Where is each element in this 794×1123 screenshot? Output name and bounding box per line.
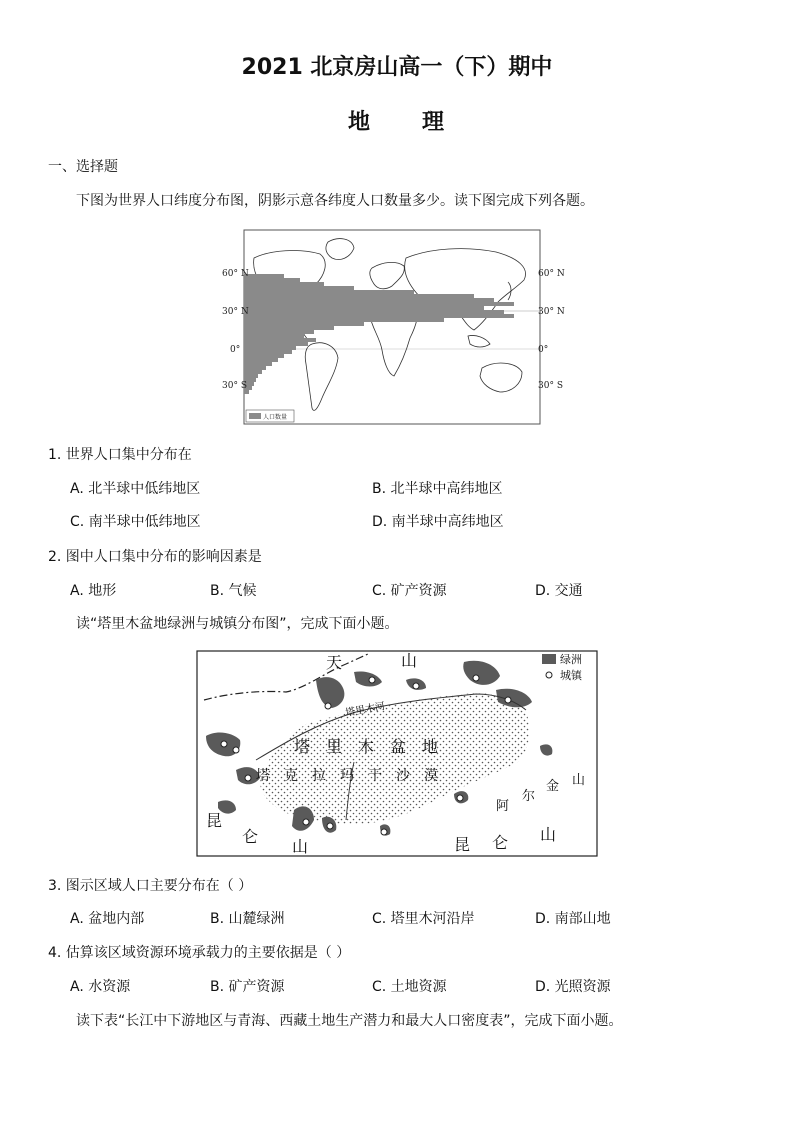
lat-label-right-2: 30° N [538, 307, 565, 317]
label-kunlun-left-2: 仑 [242, 827, 259, 846]
label-tian: 天 [326, 653, 343, 672]
q3-option-b: B. 山麓绿洲 [210, 911, 285, 927]
question-3-stem: 3. 图示区域人口主要分布在（ ） [48, 878, 253, 894]
q4-option-c: C. 土地资源 [372, 979, 447, 995]
lat-label-right-1: 60° N [538, 269, 565, 279]
q3-option-a: A. 盆地内部 [70, 911, 145, 927]
lat-label-left-1: 60° N [222, 269, 249, 279]
q2-option-c: C. 矿产资源 [372, 583, 447, 599]
q2-option-a: A. 地形 [70, 583, 117, 599]
q3-option-c: C. 塔里木河沿岸 [372, 911, 475, 927]
label-basin: 塔 里 木 盆 地 [294, 737, 439, 756]
tarim-basin-map [196, 650, 598, 858]
subject-char-1: 地 [347, 110, 372, 135]
label-river: 塔里木河 [344, 701, 386, 719]
legend-oasis: 绿洲 [560, 653, 582, 666]
subject-title [0, 105, 794, 136]
label-kunlun-left-1: 昆 [206, 811, 223, 830]
label-altun-2: 尔 [522, 789, 536, 804]
lat-label-left-3: 0° [230, 345, 241, 355]
world-population-map [220, 228, 565, 428]
label-altun-4: 山 [572, 773, 586, 788]
q1-option-b: B. 北半球中高纬地区 [372, 481, 503, 497]
lat-label-right-3: 0° [538, 345, 549, 355]
section-heading: 一、选择题 [48, 159, 118, 175]
q1-option-a: A. 北半球中低纬地区 [70, 481, 201, 497]
q4-option-a: A. 水资源 [70, 979, 131, 995]
intro-paragraph-3: 读下表“长江中下游地区与青海、西藏土地生产潜力和最大人口密度表”，完成下面小题。 [76, 1013, 623, 1029]
lat-label-left-4: 30° S [222, 381, 247, 391]
label-desert: 塔 克 拉 玛 干 沙 漠 [256, 768, 438, 784]
question-2-stem: 2. 图中人口集中分布的影响因素是 [48, 549, 262, 565]
page-title: 2021 北京房山高一（下）期中 [241, 55, 553, 80]
legend-town: 城镇 [560, 669, 582, 682]
question-1-stem: 1. 世界人口集中分布在 [48, 447, 192, 463]
lat-label-right-4: 30° S [538, 381, 563, 391]
q1-option-d: D. 南半球中高纬地区 [372, 514, 504, 530]
intro-paragraph-1: 下图为世界人口纬度分布图，阴影示意各纬度人口数量多少。读下图完成下列各题。 [76, 193, 594, 209]
question-4-stem: 4. 估算该区域资源环境承载力的主要依据是（ ） [48, 945, 351, 961]
map1-legend-label: 人口数量 [263, 414, 288, 421]
q3-option-d: D. 南部山地 [535, 911, 611, 927]
q1-option-c: C. 南半球中低纬地区 [70, 514, 201, 530]
subject-char-2: 理 [422, 110, 447, 135]
label-kunlun-right-3: 山 [540, 825, 557, 844]
label-kunlun-right-2: 仑 [492, 833, 509, 852]
label-shan-top: 山 [401, 651, 418, 670]
label-altun-3: 金 [546, 779, 560, 794]
q4-option-d: D. 光照资源 [535, 979, 611, 995]
label-altun-1: 阿 [496, 799, 510, 814]
q4-option-b: B. 矿产资源 [210, 979, 285, 995]
lat-label-left-2: 30° N [222, 307, 249, 317]
label-kunlun-left-3: 山 [292, 837, 309, 856]
q2-option-d: D. 交通 [535, 583, 583, 599]
label-kunlun-right-1: 昆 [454, 835, 471, 854]
intro-paragraph-2: 读“塔里木盆地绿洲与城镇分布图”，完成下面小题。 [76, 616, 399, 632]
q2-option-b: B. 气候 [210, 583, 257, 599]
